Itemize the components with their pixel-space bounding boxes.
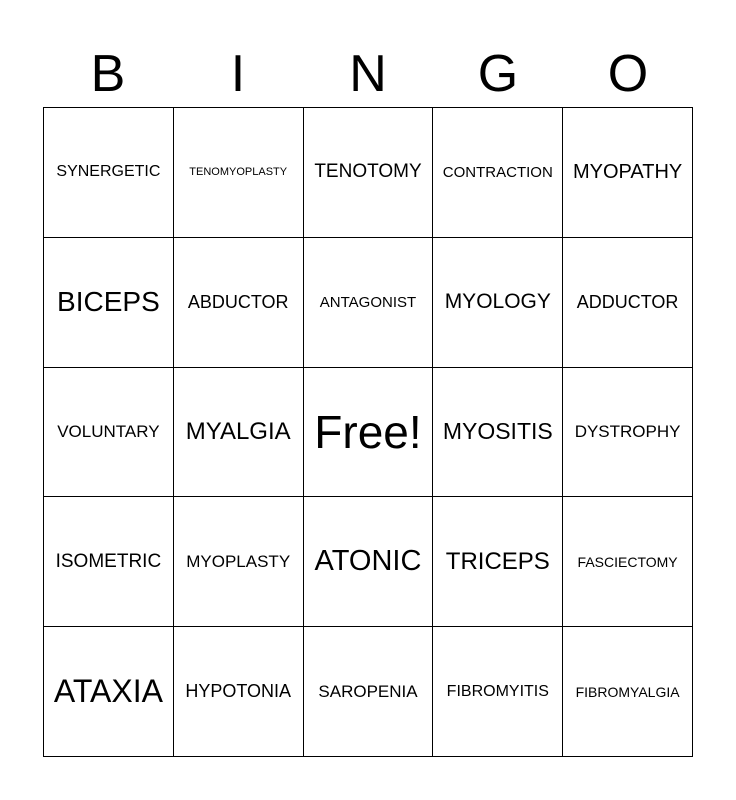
- cell-label: ATONIC: [314, 545, 422, 578]
- cell-label: FASCIECTOMY: [577, 553, 678, 570]
- header-letter-n: N: [349, 45, 387, 103]
- bingo-cell[interactable]: [174, 108, 304, 238]
- cell-label: CONTRACTION: [442, 163, 553, 181]
- cell-label: SAROPENIA: [318, 681, 418, 701]
- bingo-cell[interactable]: [563, 238, 693, 368]
- bingo-board: [43, 107, 693, 757]
- bingo-header: [43, 40, 693, 108]
- bingo-cell[interactable]: [563, 108, 693, 238]
- bingo-cell[interactable]: [304, 497, 434, 627]
- bingo-cell[interactable]: [563, 627, 693, 757]
- bingo-cell[interactable]: [304, 108, 434, 238]
- cell-label: ISOMETRIC: [55, 550, 162, 572]
- bingo-cell[interactable]: [174, 368, 304, 498]
- bingo-cell[interactable]: [44, 238, 174, 368]
- cell-label: ADDUCTOR: [576, 291, 679, 312]
- bingo-cell[interactable]: [433, 497, 563, 627]
- cell-label: ANTAGONIST: [319, 293, 417, 311]
- header-letter-i: I: [230, 45, 246, 103]
- bingo-cell[interactable]: [44, 497, 174, 627]
- bingo-cell[interactable]: [44, 627, 174, 757]
- bingo-cell[interactable]: [433, 108, 563, 238]
- cell-label: MYOSITIS: [442, 418, 553, 445]
- bingo-cell[interactable]: [563, 368, 693, 498]
- cell-label: FIBROMYITIS: [446, 682, 549, 700]
- cell-label: MYOPATHY: [572, 160, 683, 183]
- cell-label: HYPOTONIA: [185, 681, 292, 702]
- bingo-cell[interactable]: [433, 368, 563, 498]
- cell-label: SYNERGETIC: [56, 163, 161, 181]
- bingo-cell[interactable]: [44, 368, 174, 498]
- bingo-cell[interactable]: [44, 108, 174, 238]
- bingo-cell[interactable]: [433, 627, 563, 757]
- bingo-cell[interactable]: [304, 238, 434, 368]
- cell-label: MYOLOGY: [444, 290, 551, 314]
- free-space-cell[interactable]: [304, 368, 434, 498]
- bingo-cell[interactable]: [174, 497, 304, 627]
- free-space-label: Free!: [314, 405, 422, 458]
- cell-label: TRICEPS: [445, 547, 550, 575]
- cell-label: MYOPLASTY: [186, 551, 291, 571]
- bingo-cell[interactable]: [304, 627, 434, 757]
- cell-label: DYSTROPHY: [574, 421, 681, 441]
- cell-label: ATAXIA: [53, 673, 163, 710]
- header-letter-b: B: [90, 45, 126, 103]
- bingo-cell[interactable]: [433, 238, 563, 368]
- cell-label: ABDUCTOR: [187, 291, 289, 312]
- cell-label: VOLUNTARY: [57, 421, 160, 441]
- cell-label: TENOTOMY: [314, 161, 422, 183]
- bingo-cell[interactable]: [563, 497, 693, 627]
- bingo-cell[interactable]: [174, 627, 304, 757]
- cell-label: MYALGIA: [185, 417, 291, 445]
- header-letter-o: O: [607, 45, 649, 103]
- header-letter-g: G: [477, 45, 519, 103]
- cell-label: BICEPS: [57, 286, 160, 318]
- bingo-cell[interactable]: [174, 238, 304, 368]
- cell-label: TENOMYOPLASTY: [189, 166, 288, 179]
- cell-label: FIBROMYALGIA: [575, 683, 680, 700]
